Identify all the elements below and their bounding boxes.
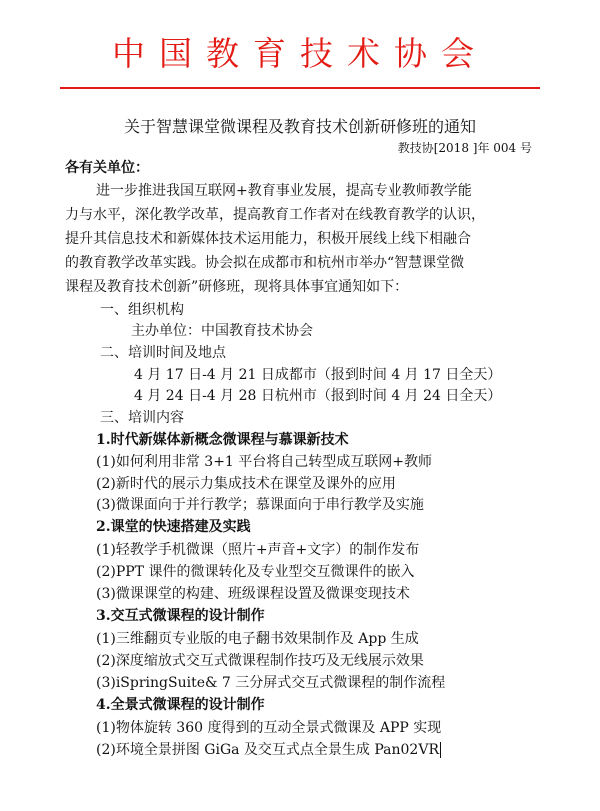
topic-item: (1)如何利用非常 3+1 平台将自己转型成互联网+教师 <box>96 454 433 470</box>
topic-title: 3.交互式微课程的设计制作 <box>96 608 265 624</box>
section-heading: 二、培训时间及地点 <box>100 345 226 361</box>
organization-letterhead: 中国教育技术协会 <box>112 34 488 73</box>
organizer-line: 主办单位：中国教育技术协会 <box>131 323 313 339</box>
topic-item: (3)微课课堂的构建、班级课程设置及微课变现技术 <box>96 586 410 602</box>
intro-line: 进一步推进我国互联网+教育事业发展，提高专业教师教学能 <box>96 183 472 199</box>
schedule-item: 4 月 24 日-4 月 28 日杭州市（报到时间 4 月 24 日全天） <box>134 388 502 404</box>
topic-item: (2)深度缩放式交互式微课程制作技巧及无线展示效果 <box>96 653 424 669</box>
topic-item: (3)微课面向于并行教学；慕课面向于串行教学及实施 <box>96 497 424 513</box>
intro-line: 的教育教学改革实践。协会拟在成都市和杭州市举办“智慧课堂微 <box>65 255 465 271</box>
intro-line: 课程及教育技术创新”研修班，现将具体事宜通知如下： <box>65 279 409 295</box>
salutation: 各有关单位： <box>65 160 149 176</box>
topic-item: (2)新时代的展示力集成技术在课堂及课外的应用 <box>96 476 396 492</box>
intro-line: 提升其信息技术和新媒体技术运用能力，积极开展线上线下相融合 <box>65 231 471 247</box>
document-number: 教技协[2018 ]年 004 号 <box>397 141 532 155</box>
topic-item: (1)三维翻页专业版的电子翻书效果制作及 App 生成 <box>96 631 419 647</box>
text-cursor <box>440 742 441 758</box>
section-heading: 三、培训内容 <box>100 410 184 426</box>
topic-item: (2)PPT 课件的微课转化及专业型交互微课件的嵌入 <box>96 564 415 580</box>
topic-item-text: (2)环境全景拼图 GiGa 及交互式点全景生成 Pan02VR <box>96 742 439 758</box>
topic-item <box>96 740 441 760</box>
topic-title: 4.全景式微课程的设计制作 <box>96 697 265 713</box>
schedule-item: 4 月 17 日-4 月 21 日成都市（报到时间 4 月 17 日全天） <box>134 367 502 383</box>
topic-item: (3)iSpringSuite& 7 三分屏式交互式微课程的制作流程 <box>96 675 446 691</box>
topic-title: 2.课堂的快速搭建及实践 <box>96 519 251 535</box>
letterhead-divider <box>60 87 540 89</box>
notice-title: 关于智慧课堂微课程及教育技术创新研修班的通知 <box>123 117 476 136</box>
topic-title: 1.时代新媒体新概念微课程与慕课新技术 <box>96 432 349 448</box>
intro-line: 力与水平，深化教学改革，提高教育工作者对在线教育教学的认识， <box>65 207 485 223</box>
topic-item: (1)物体旋转 360 度得到的互动全景式微课及 APP 实现 <box>96 720 442 736</box>
topic-item: (1)轻教学手机微课（照片+声音+文字）的制作发布 <box>96 542 420 558</box>
section-heading: 一、组织机构 <box>100 302 184 318</box>
